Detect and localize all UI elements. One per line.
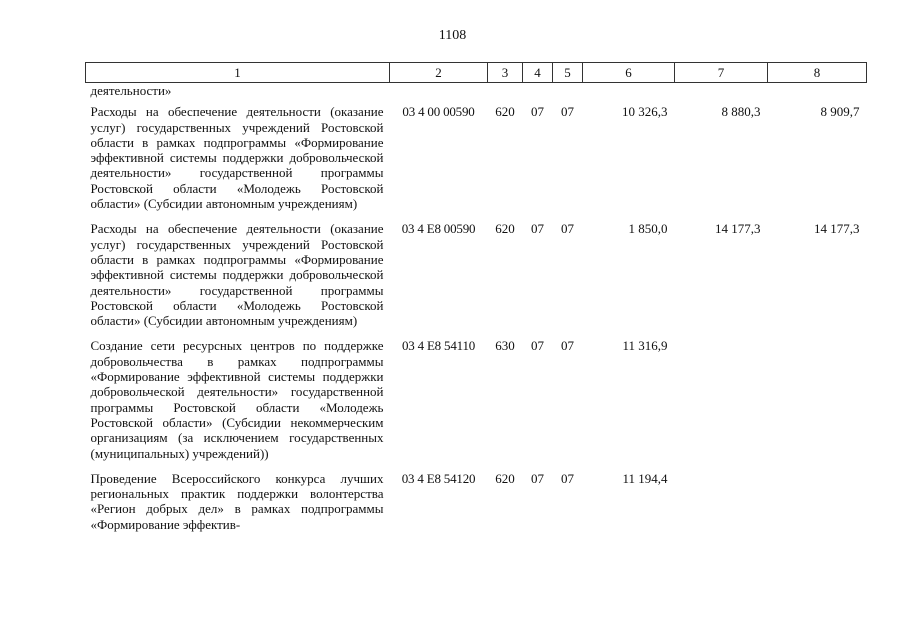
row-amount-1: 11 194,4	[622, 470, 668, 486]
row-amount-3: 8 909,7	[820, 104, 860, 120]
row-amount-3	[768, 336, 867, 468]
header-col-3: 3	[488, 63, 523, 83]
header-col-2: 2	[390, 63, 488, 83]
table-row	[86, 102, 867, 219]
row-amount-1: 10 326,3	[622, 104, 668, 120]
table-row	[86, 469, 867, 540]
row-amount-2: 14 177,3	[715, 221, 761, 237]
row-subsection: 07	[561, 470, 574, 486]
row-section: 07	[531, 470, 544, 486]
row-section: 07	[531, 338, 544, 354]
row-expense-type: 620	[495, 221, 515, 237]
row-amount-3	[768, 469, 867, 540]
row-target-code: 03 4 E8 54120	[401, 470, 476, 486]
table-header	[86, 63, 867, 83]
row-target-code: 03 4 E8 00590	[401, 221, 476, 237]
row-target-code: 03 4 00 00590	[402, 104, 475, 120]
row-amount-3: 14 177,3	[814, 221, 860, 237]
row-name: Расходы на обеспечение деятельности (оказание услуг) государственных учреждений Ростовской области в рамках подпрограммы «Формирование эффективной системы поддержки добровольческой деятельности» государственной программы Ростовской области «Молодежь Ростовской области» (Субсидии автономным учреждениям)	[90, 221, 384, 329]
table-row	[86, 219, 867, 336]
row-subsection: 07	[561, 338, 574, 354]
row-name: Проведение Всероссийского конкурса лучших региональных практик поддержки волонтерства «Регион добрых дел» в рамках подпрограммы «Формирование эффектив-	[90, 470, 384, 532]
row-amount-2	[675, 469, 768, 540]
header-row	[86, 63, 867, 83]
row-expense-type: 620	[495, 104, 515, 120]
row-name: Расходы на обеспечение деятельности (оказание услуг) государственных учреждений Ростовской области в рамках подпрограммы «Формирование эффективной системы поддержки добровольческой деятельности» государственной программы Ростовской области «Молодежь Ростовской области» (Субсидии автономным учреждениям)	[90, 104, 384, 212]
header-col-7: 7	[675, 63, 768, 83]
header-col-5: 5	[553, 63, 583, 83]
continuation-text: деятельности»	[90, 83, 172, 98]
row-section: 07	[531, 221, 544, 237]
header-col-4: 4	[523, 63, 553, 83]
row-name: Создание сети ресурсных центров по поддержке добровольчества в рамках подпрограммы «Формирование эффективной системы поддержки добровольческой деятельности» государственной программы Ростовской области «Молодежь Ростовской области» (Субсидии некоммерческим организациям (за исключением государственных (муниципальных) учреждений))	[90, 338, 384, 461]
row-subsection: 07	[561, 104, 574, 120]
table-row	[86, 336, 867, 468]
page-number: 1108	[438, 28, 467, 43]
row-subsection: 07	[561, 221, 574, 237]
budget-table	[85, 62, 867, 540]
row-amount-2: 8 880,3	[721, 104, 761, 120]
header-col-6: 6	[583, 63, 675, 83]
row-section: 07	[531, 104, 544, 120]
row-expense-type: 630	[495, 338, 515, 354]
header-col-1: 1	[86, 63, 390, 83]
row-amount-2	[675, 336, 768, 468]
row-amount-1: 1 850,0	[628, 221, 668, 237]
row-expense-type: 620	[495, 470, 515, 486]
row-amount-1: 11 316,9	[622, 338, 668, 354]
header-col-8: 8	[768, 63, 867, 83]
table-body	[86, 83, 867, 541]
row-target-code: 03 4 E8 54110	[401, 338, 476, 354]
continuation-row	[86, 83, 867, 103]
